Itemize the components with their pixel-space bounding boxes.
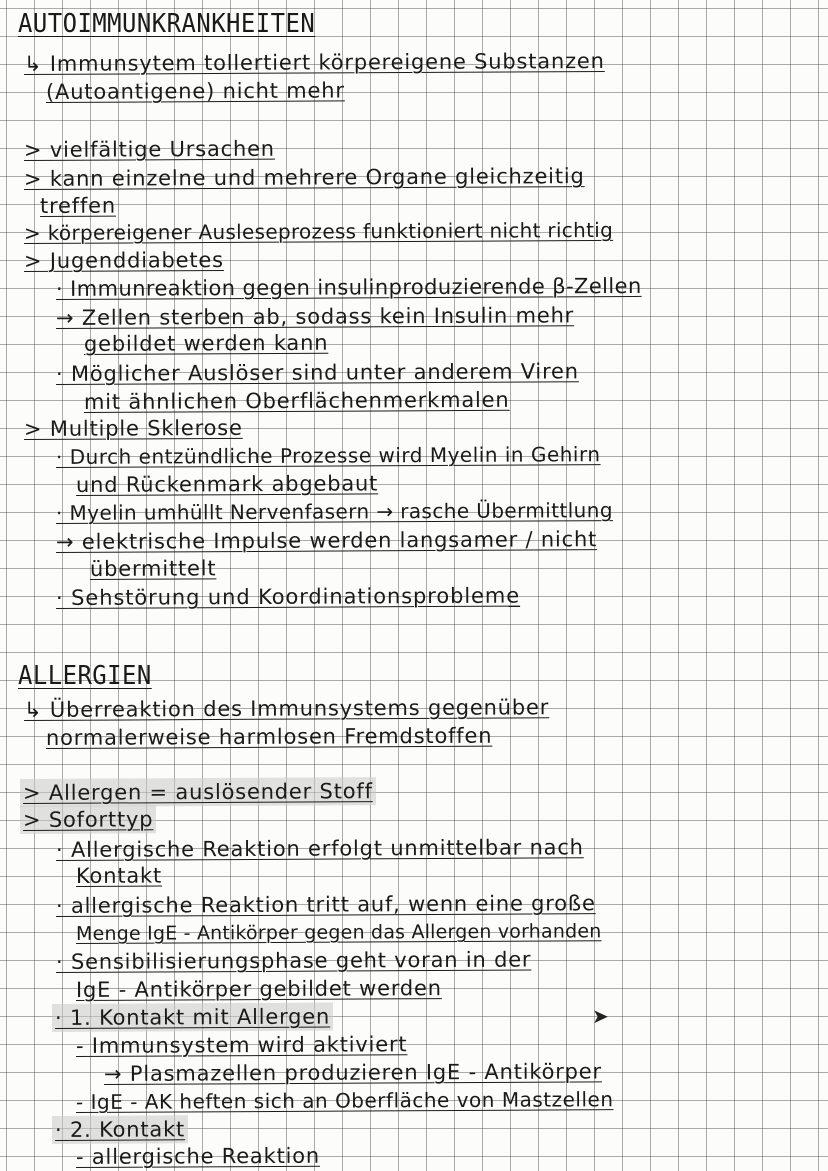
sub-item: · Sensibilisierungsphase geht voran in der [55, 947, 532, 974]
definition-line: normalerweise harmlosen Fremdstoffen [45, 723, 493, 750]
pen-mark: ➤ [592, 1004, 609, 1028]
definition-line: ↳ Immunsytem tollertiert körpereigene Substanzen [23, 48, 605, 76]
bullet-item: > körpereigener Ausleseprozess funktioniert nicht richtig [23, 217, 614, 245]
sub-sub-item: - Immunsystem wird aktiviert [75, 1032, 408, 1058]
sub-item: → elektrische Impulse werden langsamer / nicht [55, 527, 598, 554]
sub-item: · Immunreaktion gegen insulinproduzierende β-Zellen [55, 273, 642, 301]
sub-sub-item: - allergische Reaktion [75, 1143, 321, 1169]
sub-item-continuation: Menge IgE - Antikörper gegen das Allergen vorhanden [75, 920, 602, 945]
sub-item-continuation: IgE - Antikörper gebildet werden [75, 976, 442, 1002]
bullet-item: > Allergen = auslösender Stoff [20, 777, 376, 807]
sub-item: · 1. Kontakt mit Allergen [52, 1003, 333, 1032]
sub-sub-item: → Plasmazellen produzieren IgE - Antikörper [103, 1059, 602, 1086]
bullet-item-continuation: treffen [39, 193, 117, 218]
section-title-allergies: ALLERGIEN [18, 661, 152, 691]
sub-item: · Sehstörung und Koordinationsprobleme [55, 583, 521, 610]
section-title-autoimmune: AUTOIMMUNKRANKHEITEN [18, 9, 316, 39]
bullet-item: > Jugenddiabetes [23, 247, 224, 273]
sub-item: · Durch entzündliche Prozesse wird Myelin in Gehirn [55, 442, 601, 469]
bullet-item: > vielfältige Ursachen [23, 136, 275, 162]
definition-line: (Autoantigene) nicht mehr [45, 78, 345, 104]
sub-item-continuation: mit ähnlichen Oberflächenmerkmalen [83, 387, 510, 414]
bullet-item: > Soforttyp [20, 805, 157, 834]
sub-item: · Myelin umhüllt Nervenfasern → rasche Übermittlung [55, 498, 613, 525]
sub-sub-item: - IgE - AK heften sich an Oberfläche von Mastzellen [75, 1087, 614, 1114]
sub-item: · Allergische Reaktion erfolgt unmittelbar nach [55, 835, 584, 862]
sub-item: → Zellen sterben ab, sodass kein Insulin mehr [55, 303, 575, 330]
sub-item-continuation: übermittelt [89, 556, 217, 581]
bullet-item: > Multiple Sklerose [23, 415, 243, 441]
sub-item-continuation: und Rückenmark abgebaut [75, 471, 379, 497]
sub-item: · Möglicher Auslöser sind unter anderem Viren [55, 359, 579, 386]
sub-item: · 2. Kontakt [52, 1115, 188, 1144]
bullet-item: > kann einzelne und mehrere Organe gleichzeitig [23, 164, 585, 191]
definition-line: ↳ Überreaktion des Immunsystems gegenüber [23, 695, 550, 722]
sub-item-continuation: Kontakt [75, 863, 163, 888]
sub-item-continuation: gebildet werden kann [83, 330, 329, 356]
sub-item: · allergische Reaktion tritt auf, wenn eine große [55, 891, 596, 918]
